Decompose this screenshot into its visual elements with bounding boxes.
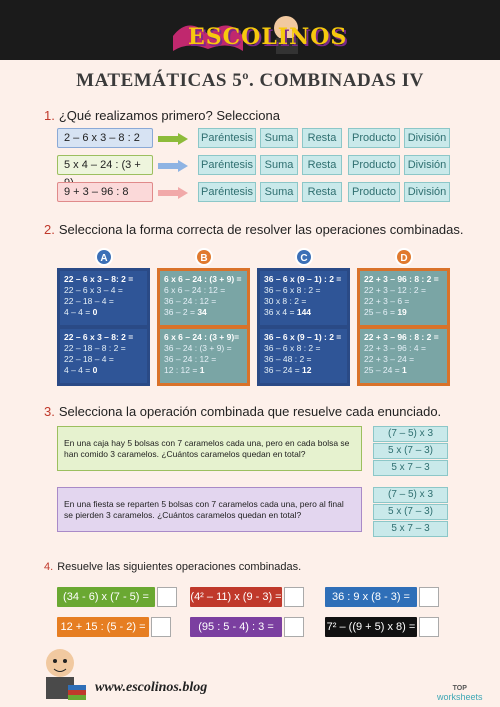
option-paréntesis[interactable]: Paréntesis	[198, 128, 256, 148]
solution-result: 34	[197, 307, 207, 317]
solution-result: 1	[402, 365, 407, 375]
option-producto[interactable]: Producto	[348, 155, 400, 175]
question-4	[44, 561, 301, 573]
solution-step: 36 – 24 : 12 =	[164, 296, 217, 306]
arrow-right-icon	[158, 186, 188, 198]
solution-step: 36 – 6 x (9 – 1) : 2 =	[264, 332, 342, 342]
solution-result: 1	[199, 365, 205, 375]
option-resta[interactable]: Resta	[302, 128, 342, 148]
solution-step: 22 + 3 – 6 =	[364, 296, 410, 306]
solution-step: 6 x 6 – 24 : (3 + 9) =	[164, 274, 242, 284]
question-number: 2.	[44, 222, 55, 237]
solution-card[interactable]	[357, 326, 450, 386]
option-paréntesis[interactable]: Paréntesis	[198, 182, 256, 202]
answer-input[interactable]	[284, 587, 304, 607]
question-text: Resuelve las siguientes operaciones combinadas.	[57, 561, 302, 573]
solution-step: 36 – 48 : 2 =	[264, 354, 312, 364]
solution-card[interactable]	[257, 326, 350, 386]
solution-card[interactable]	[157, 326, 250, 386]
answer-input[interactable]	[157, 587, 177, 607]
solution-step: 36 x 4 = 144	[264, 307, 312, 317]
solution-step: 36 – 24 : 12 =	[164, 354, 217, 364]
solution-step: 22 – 6 x 3 – 4 =	[64, 285, 123, 295]
solution-step: 22 – 6 x 3 – 8: 2 =	[64, 332, 134, 342]
solution-result: 0	[92, 307, 98, 317]
solution-step: 22 + 3 – 24 =	[364, 354, 415, 364]
answer-option[interactable]: (7 – 5) x 3	[373, 487, 448, 503]
expression-label: (34 - 6) x (7 - 5) =	[57, 587, 155, 607]
option-badge-c[interactable]: C	[295, 248, 313, 266]
solution-step: 22 + 3 – 96 : 4 =	[364, 343, 426, 353]
solution-step: 22 + 3 – 96 : 8 : 2 =	[364, 332, 439, 342]
question-2	[44, 222, 464, 237]
solution-result: 0	[92, 365, 98, 375]
solution-step: 25 – 6 = 19	[364, 307, 407, 317]
question-number: 3.	[44, 404, 55, 419]
solution-step: 36 – 6 x 8 : 2 =	[264, 285, 321, 295]
solution-step: 30 x 8 : 2 =	[264, 296, 307, 306]
arrow-right-icon	[158, 132, 188, 144]
solution-step: 22 + 3 – 96 : 8 : 2 =	[364, 274, 439, 284]
option-división[interactable]: División	[404, 182, 450, 202]
solution-step: 22 – 18 – 8 : 2 =	[64, 343, 126, 353]
solution-step: 22 – 6 x 3 – 8: 2 =	[64, 274, 134, 284]
expression-label: 12 + 15 : (5 - 2) =	[57, 617, 149, 637]
solution-card[interactable]	[257, 268, 350, 328]
option-producto[interactable]: Producto	[348, 182, 400, 202]
expression-box: 2 – 6 x 3 – 8 : 2	[57, 128, 153, 148]
solution-step: 22 – 18 – 4 =	[64, 296, 114, 306]
option-producto[interactable]: Producto	[348, 128, 400, 148]
question-1	[44, 108, 280, 123]
option-badge-b[interactable]: B	[195, 248, 213, 266]
question-3	[44, 404, 441, 419]
option-resta[interactable]: Resta	[302, 155, 342, 175]
arrow-right-icon	[158, 159, 188, 171]
option-división[interactable]: División	[404, 155, 450, 175]
word-problem: En una fiesta se reparten 5 bolsas con 7 caramelos cada una, pero al final se pierden 3 caramelos. ¿Cuántos caramelos quedan en total?	[57, 487, 362, 532]
answer-option[interactable]: 5 x (7 – 3)	[373, 504, 448, 520]
option-suma[interactable]: Suma	[260, 128, 298, 148]
expression-label: (95 : 5 - 4) : 3 =	[190, 617, 282, 637]
answer-option[interactable]: 5 x (7 – 3)	[373, 443, 448, 459]
solution-result: 12	[302, 365, 312, 375]
solution-step: 36 – 24 : (3 + 9) =	[164, 343, 232, 353]
solution-step: 6 x 6 – 24 : (3 + 9)=	[164, 332, 240, 342]
solution-card[interactable]	[357, 268, 450, 328]
solution-step: 6 x 6 – 24 : 12 =	[164, 285, 226, 295]
solution-step: 36 – 2 = 34	[164, 307, 207, 317]
option-badge-a[interactable]: A	[95, 248, 113, 266]
question-number: 1.	[44, 108, 55, 123]
expression-label: 36 : 9 x (8 - 3) =	[325, 587, 417, 607]
option-división[interactable]: División	[404, 128, 450, 148]
word-problem: En una caja hay 5 bolsas con 7 caramelos cada una, pero en cada bolsa se han comido 3 caramelos. ¿Cuántos caramelos quedan en total?	[57, 426, 362, 471]
option-suma[interactable]: Suma	[260, 182, 298, 202]
cartoon-boy-illustration	[38, 645, 88, 705]
answer-input[interactable]	[284, 617, 304, 637]
solution-step: 22 + 3 – 12 : 2 =	[364, 285, 426, 295]
escolinos-logo: ESCOLINOS	[168, 6, 318, 56]
answer-input[interactable]	[419, 587, 439, 607]
solution-step: 12 : 12 = 1	[164, 365, 205, 375]
solution-step: 4 – 4 = 0	[64, 307, 98, 317]
answer-input[interactable]	[419, 617, 439, 637]
expression-box: 9 + 3 – 96 : 8	[57, 182, 153, 202]
solution-card[interactable]	[157, 268, 250, 328]
option-paréntesis[interactable]: Paréntesis	[198, 155, 256, 175]
solution-step: 25 – 24 = 1	[364, 365, 407, 375]
solution-step: 36 – 24 = 12	[264, 365, 312, 375]
solution-result: 144	[296, 307, 312, 317]
expression-label: (4² – 11) x (9 - 3) =	[190, 587, 282, 607]
question-text: ¿Qué realizamos primero? Selecciona	[58, 108, 280, 123]
question-text: Selecciona la forma correcta de resolver las operaciones combinadas.	[58, 222, 464, 237]
solution-card[interactable]	[57, 268, 150, 328]
header-bar	[0, 0, 500, 60]
answer-option[interactable]: 5 x 7 – 3	[373, 460, 448, 476]
answer-option[interactable]: 5 x 7 – 3	[373, 521, 448, 537]
answer-input[interactable]	[151, 617, 171, 637]
option-badge-d[interactable]: D	[395, 248, 413, 266]
topworksheets-logo: TOP worksheets	[437, 685, 483, 702]
answer-option[interactable]: (7 – 5) x 3	[373, 426, 448, 442]
question-number: 4.	[44, 561, 54, 573]
solution-step: 22 – 18 – 4 =	[64, 354, 114, 364]
expression-label: 7² – ((9 + 5) x 8) =	[325, 617, 417, 637]
solution-step: 4 – 4 = 0	[64, 365, 98, 375]
solution-card[interactable]	[57, 326, 150, 386]
website-url[interactable]: www.escolinos.blog	[95, 680, 208, 695]
expression-box: 5 x 4 – 24 : (3 +	[57, 155, 153, 175]
option-resta[interactable]: Resta	[302, 182, 342, 202]
solution-step: 36 – 6 x (9 – 1) : 2 =	[264, 274, 342, 284]
option-suma[interactable]: Suma	[260, 155, 298, 175]
solution-step: 36 – 6 x 8 : 2 =	[264, 343, 321, 353]
question-text: Selecciona la operación combinada que resuelve cada enunciado.	[58, 404, 442, 419]
page-title: MATEMÁTICAS 5º. COMBINADAS IV	[76, 70, 424, 91]
solution-result: 19	[397, 307, 407, 317]
